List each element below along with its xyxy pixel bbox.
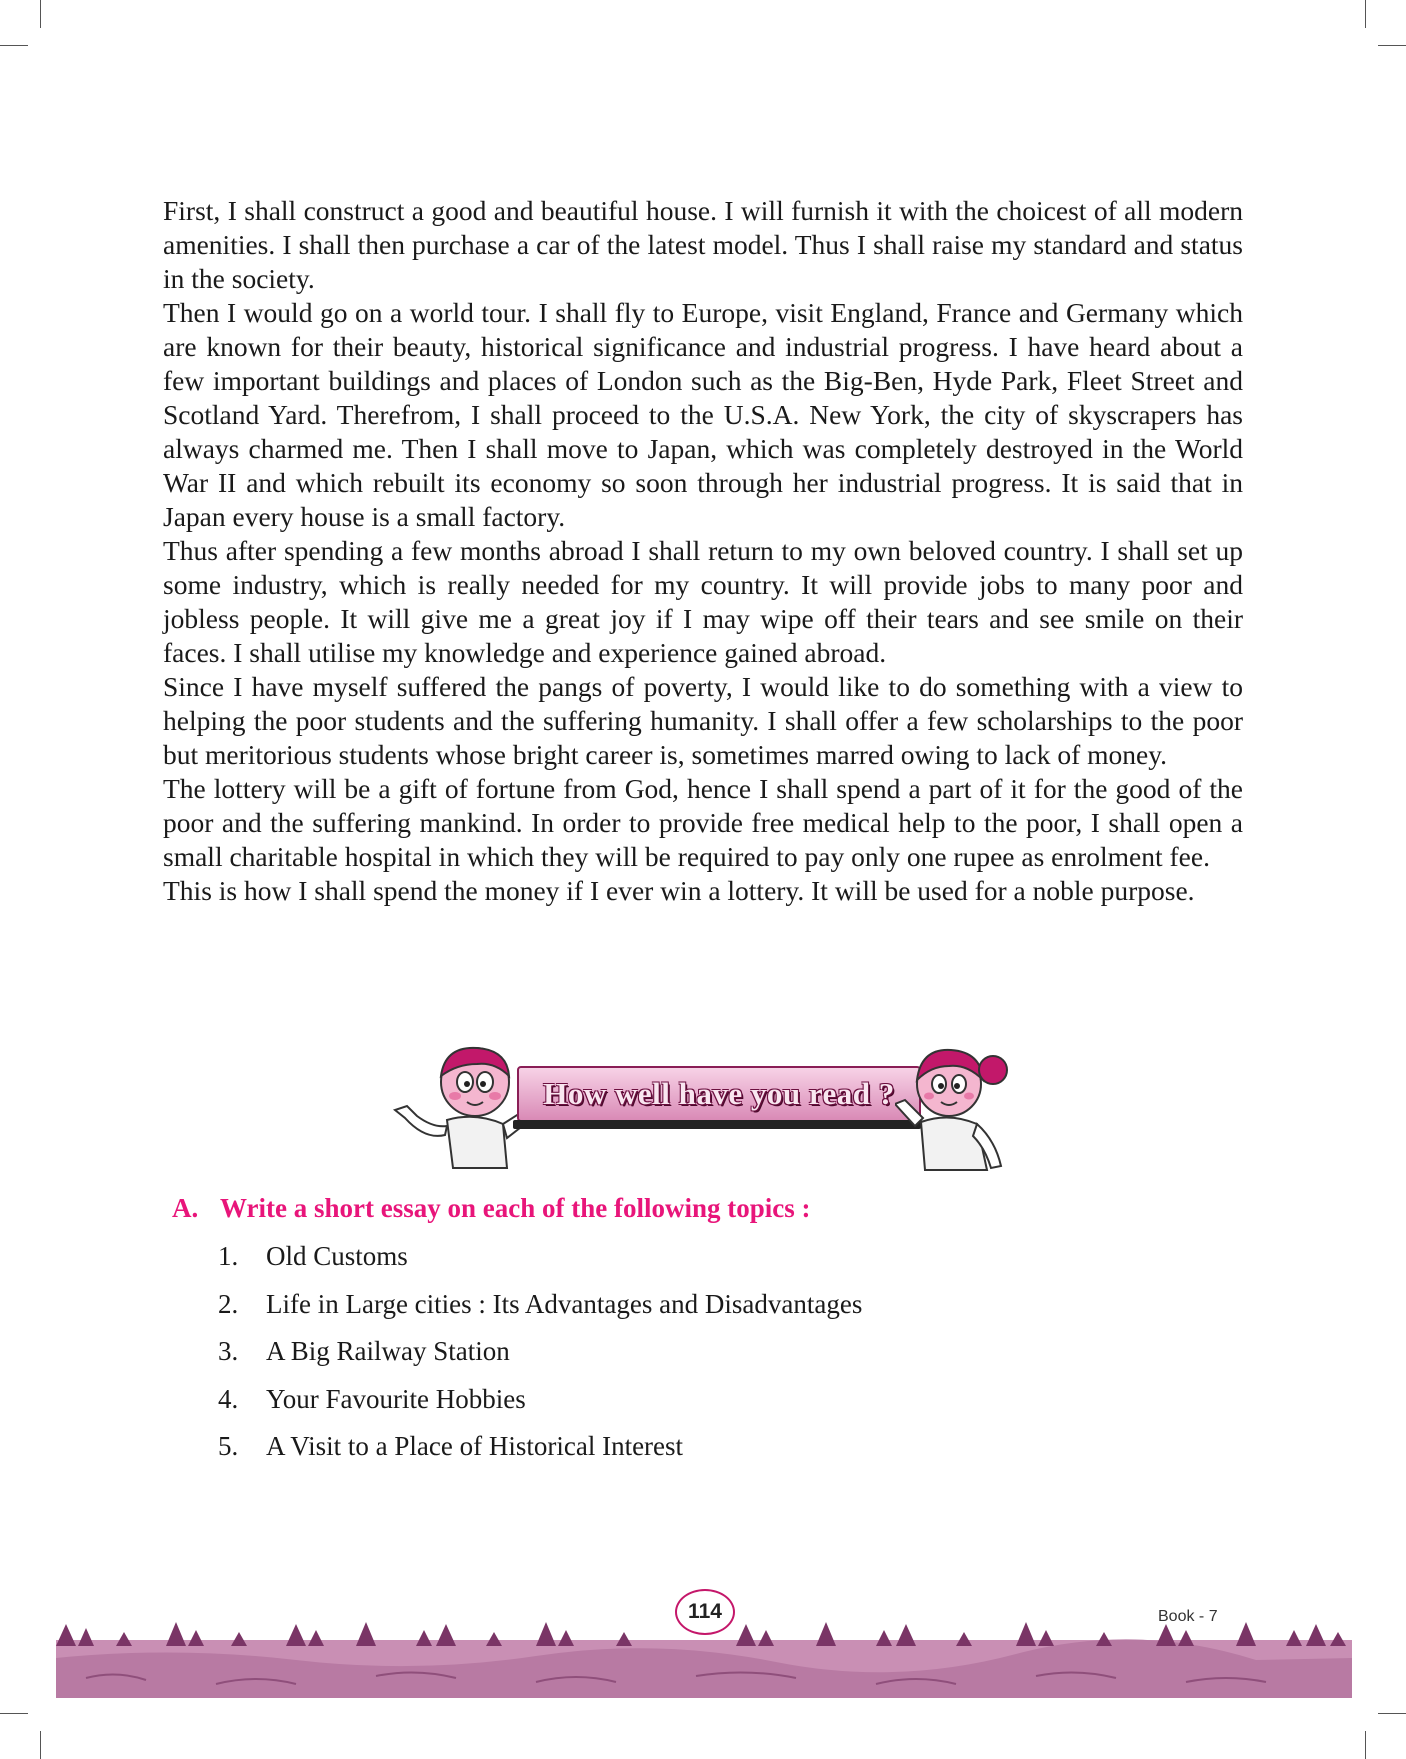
banner-title: How well have you read ?	[543, 1076, 895, 1111]
topic-text: Old Customs	[266, 1241, 408, 1271]
crop-mark	[1378, 1713, 1406, 1714]
crop-mark	[1378, 45, 1406, 46]
essay-paragraph: The lottery will be a gift of fortune from God, hence I shall spend a part of it for the good of the poor and the suffering mankind. In order to provide free medical help to the poor, I shall open a small charitable hospital in which they will be required to pay only one rupee as enrolment fee.	[163, 773, 1243, 872]
crop-mark	[0, 1713, 28, 1714]
list-item	[218, 1289, 862, 1337]
topic-text: A Big Railway Station	[266, 1336, 510, 1366]
topic-text: A Visit to a Place of Historical Interest	[266, 1431, 684, 1461]
page-number: 114	[675, 1589, 735, 1635]
topic-text: Your Favourite Hobbies	[266, 1383, 526, 1414]
essay-paragraph: Thus after spending a few months abroad I shall return to my own beloved country. I shall set up some industry, which is really needed for my country. It will provide jobs to many poor and jobless people. It will give me a great joy if I may wipe off their tears and see smile on their faces. I shall utilise my knowledge and experience gained abroad.	[163, 535, 1243, 668]
essay-paragraph: Then I would go on a world tour. I shall fly to Europe, visit England, France and Germany which are known for their beauty, historical significance and industrial progress. I have heard about a few important buildings and places of London such as the Big-Ben, Hyde Park, Fleet Street and Scotland Yard. Therefrom, I shall proceed to the U.S.A. New York, the city of skyscrapers has always charmed me. Then I shall move to Japan, which was completely destroyed in the World War II and which rebuilt its economy so soon through her industrial progress. It is said that in Japan every house is a small factory.	[163, 297, 1243, 532]
girl-cartoon-icon	[895, 1040, 1025, 1175]
crop-mark	[40, 0, 41, 28]
banner-base	[513, 1120, 921, 1129]
list-item	[218, 1336, 862, 1384]
crop-mark	[0, 45, 28, 46]
crop-mark	[1365, 1731, 1366, 1759]
essay-paragraph: First, I shall construct a good and beautiful house. I will furnish it with the choicest of all modern amenities. I shall then purchase a car of the latest model. Thus I shall raise my standard and status in the society.	[163, 195, 1243, 294]
section-letter: A.	[172, 1193, 199, 1223]
topic-number: 1.	[218, 1241, 239, 1271]
reading-check-banner	[385, 1040, 1025, 1175]
essay-body	[163, 194, 1243, 908]
list-item	[218, 1241, 862, 1289]
crop-mark	[40, 1731, 41, 1759]
list-item	[218, 1431, 862, 1479]
section-title: Write a short essay on each of the following topics :	[220, 1193, 811, 1223]
topic-number: 5.	[218, 1431, 239, 1461]
topic-list	[218, 1241, 862, 1479]
topic-number: 3.	[218, 1336, 239, 1366]
banner-plate	[517, 1066, 921, 1122]
topic-number: 2.	[218, 1288, 239, 1319]
essay-paragraph: This is how I shall spend the money if I ever win a lottery. It will be used for a noble purpose.	[163, 875, 1195, 906]
section-a-heading	[172, 1193, 810, 1224]
topic-text: Life in Large cities : Its Advantages and Disadvantages	[266, 1288, 863, 1319]
crop-mark	[1365, 0, 1366, 28]
boy-cartoon-icon	[385, 1040, 525, 1175]
topic-number: 4.	[218, 1383, 239, 1414]
list-item	[218, 1384, 862, 1432]
essay-paragraph: Since I have myself suffered the pangs of poverty, I would like to do something with a view to helping the poor students and the suffering humanity. I shall offer a few scholarships to the poor but meritorious students whose bright career is, sometimes marred owing to lack of money.	[163, 671, 1243, 770]
book-label: Book - 7	[1158, 1608, 1218, 1625]
